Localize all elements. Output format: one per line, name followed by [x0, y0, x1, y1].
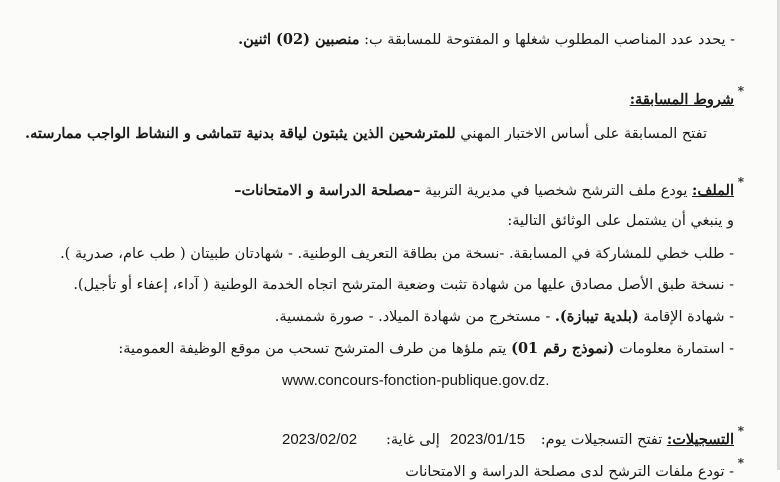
file-item-4b: (نموذج رقم 01) [511, 340, 615, 357]
file-includes: و ينبغي أن يشتمل على الوثائق التالية: [507, 213, 734, 229]
conditions-text-bold: للمترشحين الذين يثبتون لياقة بدنية تتماشى و النشاط الواجب ممارسته. [25, 125, 456, 142]
file-item-4c: يتم ملؤها من طرف المترشح تسحب من موقع الوظيفة العمومية: [118, 341, 512, 357]
file-intro: يودع ملف الترشح شخصيا في مديرية التربية [420, 183, 692, 199]
file-heading: الملف: [692, 182, 734, 199]
conditions-heading: شروط المسابقة: [629, 91, 734, 108]
conditions-text [25, 124, 707, 144]
registration-until: إلى غاية: [386, 432, 440, 448]
registration-heading: التسجيلات: [666, 431, 734, 448]
registration-text: تفتح التسجيلات يوم: [540, 432, 667, 448]
file-item-2: - نسخة طبق الأصل مصادق عليها من شهادة تثبت وضعية المترشح اتجاه الخدمة الوطنية ( آداء، إعفاء أو تأجيل). [73, 277, 734, 293]
file-item-1: - طلب خطي للمشاركة في المسابقة. -نسخة من بطاقة التعريف الوطنية. - شهادتان طبيتان ( طب عام، صدرية ). [60, 246, 734, 262]
file-item-3c: - مستخرج من شهادة الميلاد. - صورة شمسية. [274, 309, 555, 325]
bullet-star: * [737, 424, 744, 438]
file-intro-bold: –مصلحة الدراسة و الامتحانات– [234, 182, 421, 199]
positions-count: منصبين (02) اثنين. [238, 31, 360, 48]
file-item-3b: (بلدية تيبازة). [554, 308, 639, 325]
file-item-4a: - استمارة معلومات [614, 341, 734, 357]
positions-text: - يحدد عدد المناصب المطلوب شغلها و المفتوحة للمسابقة ب: [359, 32, 735, 48]
file-item-4 [118, 339, 734, 359]
bullet-star: * [737, 456, 744, 470]
file-url[interactable]: www.concours-fonction-publique.gov.dz. [282, 372, 550, 389]
file-item-3a: - شهادة الإقامة [638, 309, 734, 325]
cutoff-line: - تودع ملفات الترشح لدى مصلحة الدراسة و الامتحانات [405, 464, 734, 480]
file-intro-line [234, 181, 734, 201]
bullet-star: * [737, 175, 744, 189]
positions-line [238, 30, 735, 50]
registration-line [541, 430, 734, 450]
bullet-star: * [737, 84, 744, 98]
conditions-text-plain: تفتح المسابقة على أساس الاختبار المهني [455, 126, 707, 142]
registration-start: 2023/01/15 [450, 431, 526, 448]
registration-end: 2023/02/02 [282, 431, 358, 448]
file-item-3 [275, 307, 734, 327]
